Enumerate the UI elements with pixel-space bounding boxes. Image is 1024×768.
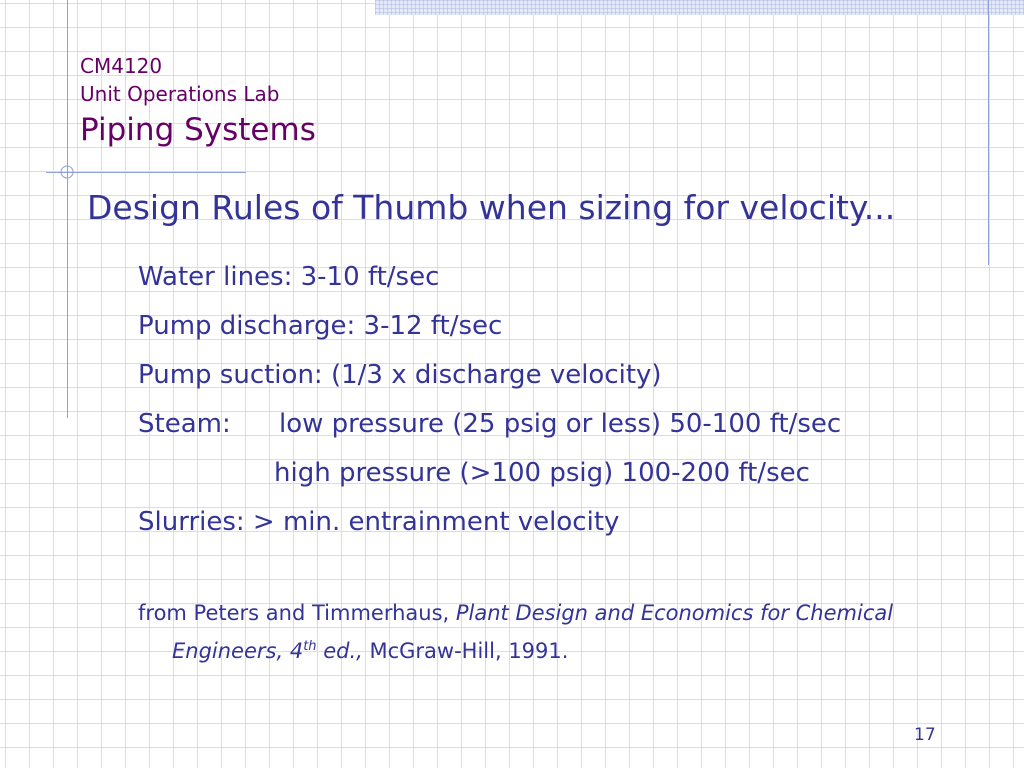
page-number: 17: [914, 725, 936, 745]
course-code: CM4120: [80, 54, 163, 78]
rules-list: [138, 262, 841, 556]
steam-high-pressure: high pressure (>100 psig) 100-200 ft/sec: [274, 458, 810, 488]
rule-slurries: Slurries: > min. entrainment velocity: [138, 507, 620, 537]
slide-topic: Piping Systems: [80, 112, 316, 148]
right-vertical-rule: [988, 0, 989, 265]
rule-pump-suction: Pump suction: (1/3 x discharge velocity): [138, 360, 662, 390]
citation-edition: ed.,: [316, 639, 363, 663]
citation-publisher: McGraw-Hill, 1991.: [362, 639, 569, 663]
circle-ornament-icon: [55, 160, 79, 184]
slide-header: [80, 52, 316, 150]
citation: [138, 596, 962, 668]
citation-superscript: th: [303, 639, 317, 654]
citation-prefix: from Peters and Timmerhaus,: [138, 601, 456, 625]
rule-pump-discharge: Pump discharge: 3-12 ft/sec: [138, 311, 503, 341]
left-vertical-rule: [67, 0, 68, 418]
slide-heading: Design Rules of Thumb when sizing for velocity...: [87, 188, 896, 227]
rule-water-lines: Water lines: 3-10 ft/sec: [138, 262, 440, 292]
steam-low-pressure: low pressure (25 psig or less) 50-100 ft/sec: [279, 409, 842, 439]
citation-title: Plant Design and Economics for Chemical Engineers, 4: [172, 601, 894, 663]
rule-steam: [138, 409, 841, 439]
top-decorative-band: [375, 0, 1024, 15]
course-name: Unit Operations Lab: [80, 82, 280, 106]
steam-label: Steam:: [138, 409, 231, 439]
